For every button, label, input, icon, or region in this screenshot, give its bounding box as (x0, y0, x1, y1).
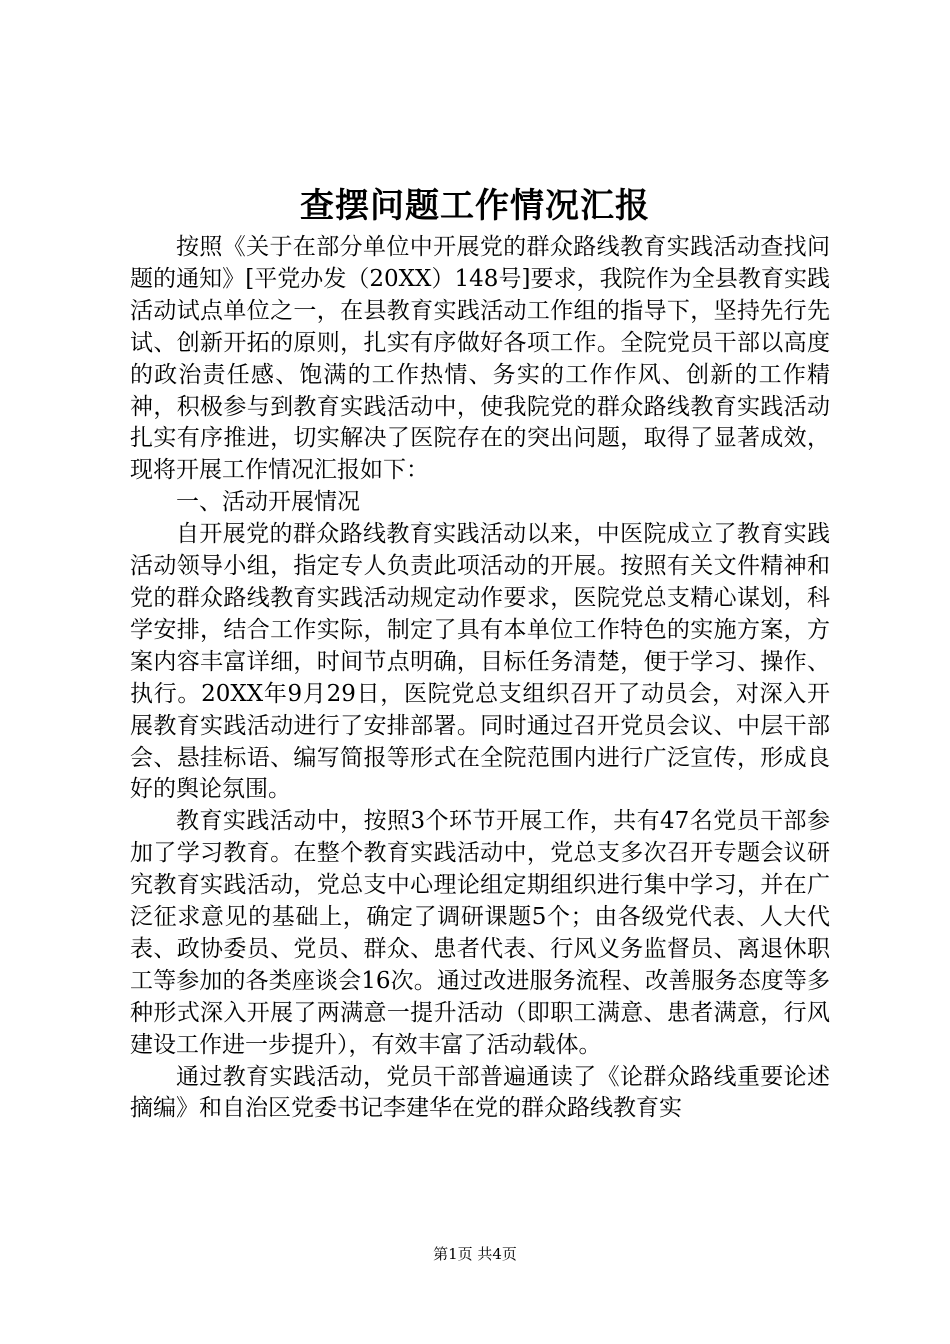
study-paragraph: 通过教育实践活动，党员干部普遍通读了《论群众路线重要论述摘编》和自治区党委书记李建华在党的群众路线教育实 (130, 1063, 830, 1122)
page-number-footer: 第1页 共4页 (433, 1245, 517, 1263)
document-title: 查摆问题工作情况汇报 (300, 186, 650, 226)
practice-paragraph: 教育实践活动中，按照3个环节开展工作，共有47名党员干部参加了学习教育。在整个教育实践活动中，党总支多次召开专题会议研究教育实践活动，党总支中心理论组定期组织进行集中学习，并在广泛征求意见的基础上，确定了调研课题5个；由各级党代表、人大代表、政协委员、党员、群众、患者代表、行风义务监督员、离退休职工等参加的各类座谈会16次。通过改进服务流程、改善服务态度等多种形式深入开展了两满意一提升活动（即职工满意、患者满意，行风建设工作进一步提升），有效丰富了活动载体。 (130, 808, 830, 1058)
activity-paragraph: 自开展党的群众路线教育实践活动以来，中医院成立了教育实践活动领导小组，指定专人负责此项活动的开展。按照有关文件精神和党的群众路线教育实践活动规定动作要求，医院党总支精心谋划，科学安排，结合工作实际，制定了具有本单位工作特色的实施方案，方案内容丰富详细，时间节点明确，目标任务清楚，便于学习、操作、执行。20XX年9月29日，医院党总支组织召开了动员会，对深入开展教育实践活动进行了安排部署。同时通过召开党员会议、中层干部会、悬挂标语、编写简报等形式在全院范围内进行广泛宣传，形成良好的舆论氛围。 (130, 521, 830, 803)
section-heading-activity: 一、活动开展情况 (176, 489, 360, 516)
intro-paragraph: 按照《关于在部分单位中开展党的群众路线教育实践活动查找问题的通知》[平党办发（20XX）148号]要求，我院作为全县教育实践活动试点单位之一，在县教育实践活动工作组的指导下，坚持先行先试、创新开拓的原则，扎实有序做好各项工作。全院党员干部以高度的政治责任感、饱满的工作热情、务实的工作作风、创新的工作精神，积极参与到教育实践活动中，使我院党的群众路线教育实践活动扎实有序推进，切实解决了医院存在的突出问题，取得了显著成效，现将开展工作情况汇报如下： (130, 234, 830, 484)
document-body (130, 232, 830, 1125)
